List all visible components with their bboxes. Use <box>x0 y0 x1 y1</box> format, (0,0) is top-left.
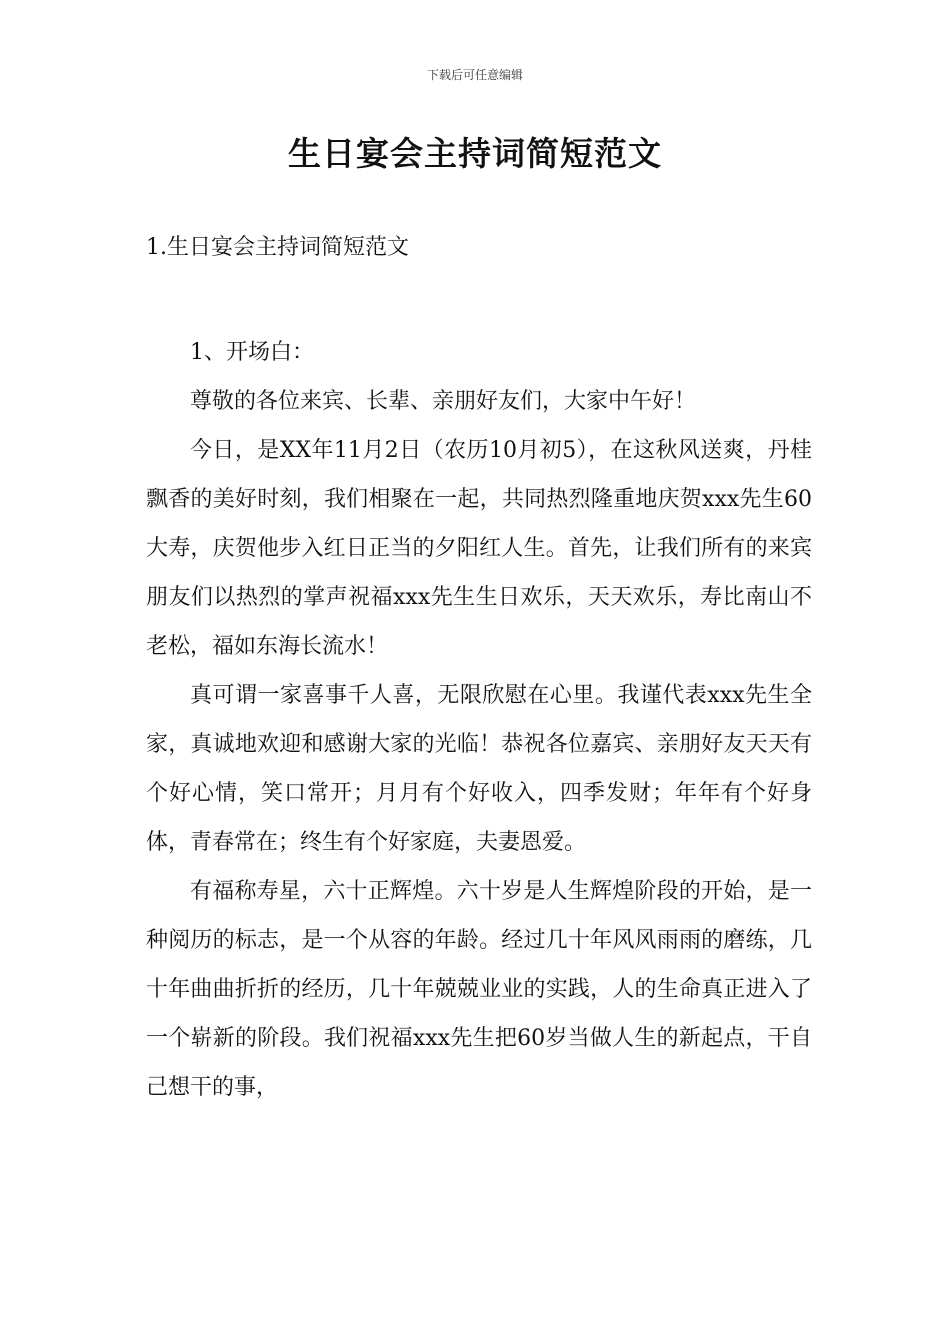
section-heading: 1.生日宴会主持词简短范文 <box>146 235 409 260</box>
paragraph-sixty-years: 有福称寿星，六十正辉煌。六十岁是人生辉煌阶段的开始，是一种阅历的标志，是一个从容的年龄。经过几十年风风雨雨的磨练，几十年曲曲折折的经历，几十年兢兢业业的实践，人的生命真正进入了一个崭新的阶段。我们祝福xxx先生把60岁当做人生的新起点，干自己想干的事， <box>146 879 812 1100</box>
paragraph-greeting: 尊敬的各位来宾、长辈、亲朋好友们，大家中午好！ <box>190 389 697 414</box>
page-header-note: 下载后可任意编辑 <box>426 68 523 82</box>
paragraph-opening-label: 1、开场白： <box>190 340 314 365</box>
paragraph-celebration: 今日，是XX年11月2日（农历10月初5），在这秋风送爽，丹桂飘香的美好时刻，我们相聚在一起，共同热烈隆重地庆贺xxx先生60大寿，庆贺他步入红日正当的夕阳红人生。首先，让我们所有的来宾朋友们以热烈的掌声祝福xxx先生生日欢乐，天天欢乐，寿比南山不老松，福如东海长流水！ <box>146 438 812 659</box>
document-body <box>146 328 812 1112</box>
paragraph-welcome: 真可谓一家喜事千人喜，无限欣慰在心里。我谨代表xxx先生全家，真诚地欢迎和感谢大家的光临！恭祝各位嘉宾、亲朋好友天天有个好心情，笑口常开；月月有个好收入，四季发财；年年有个好身体，青春常在；终生有个好家庭，夫妻恩爱。 <box>146 683 812 855</box>
document-title: 生日宴会主持词简短范文 <box>288 134 662 173</box>
